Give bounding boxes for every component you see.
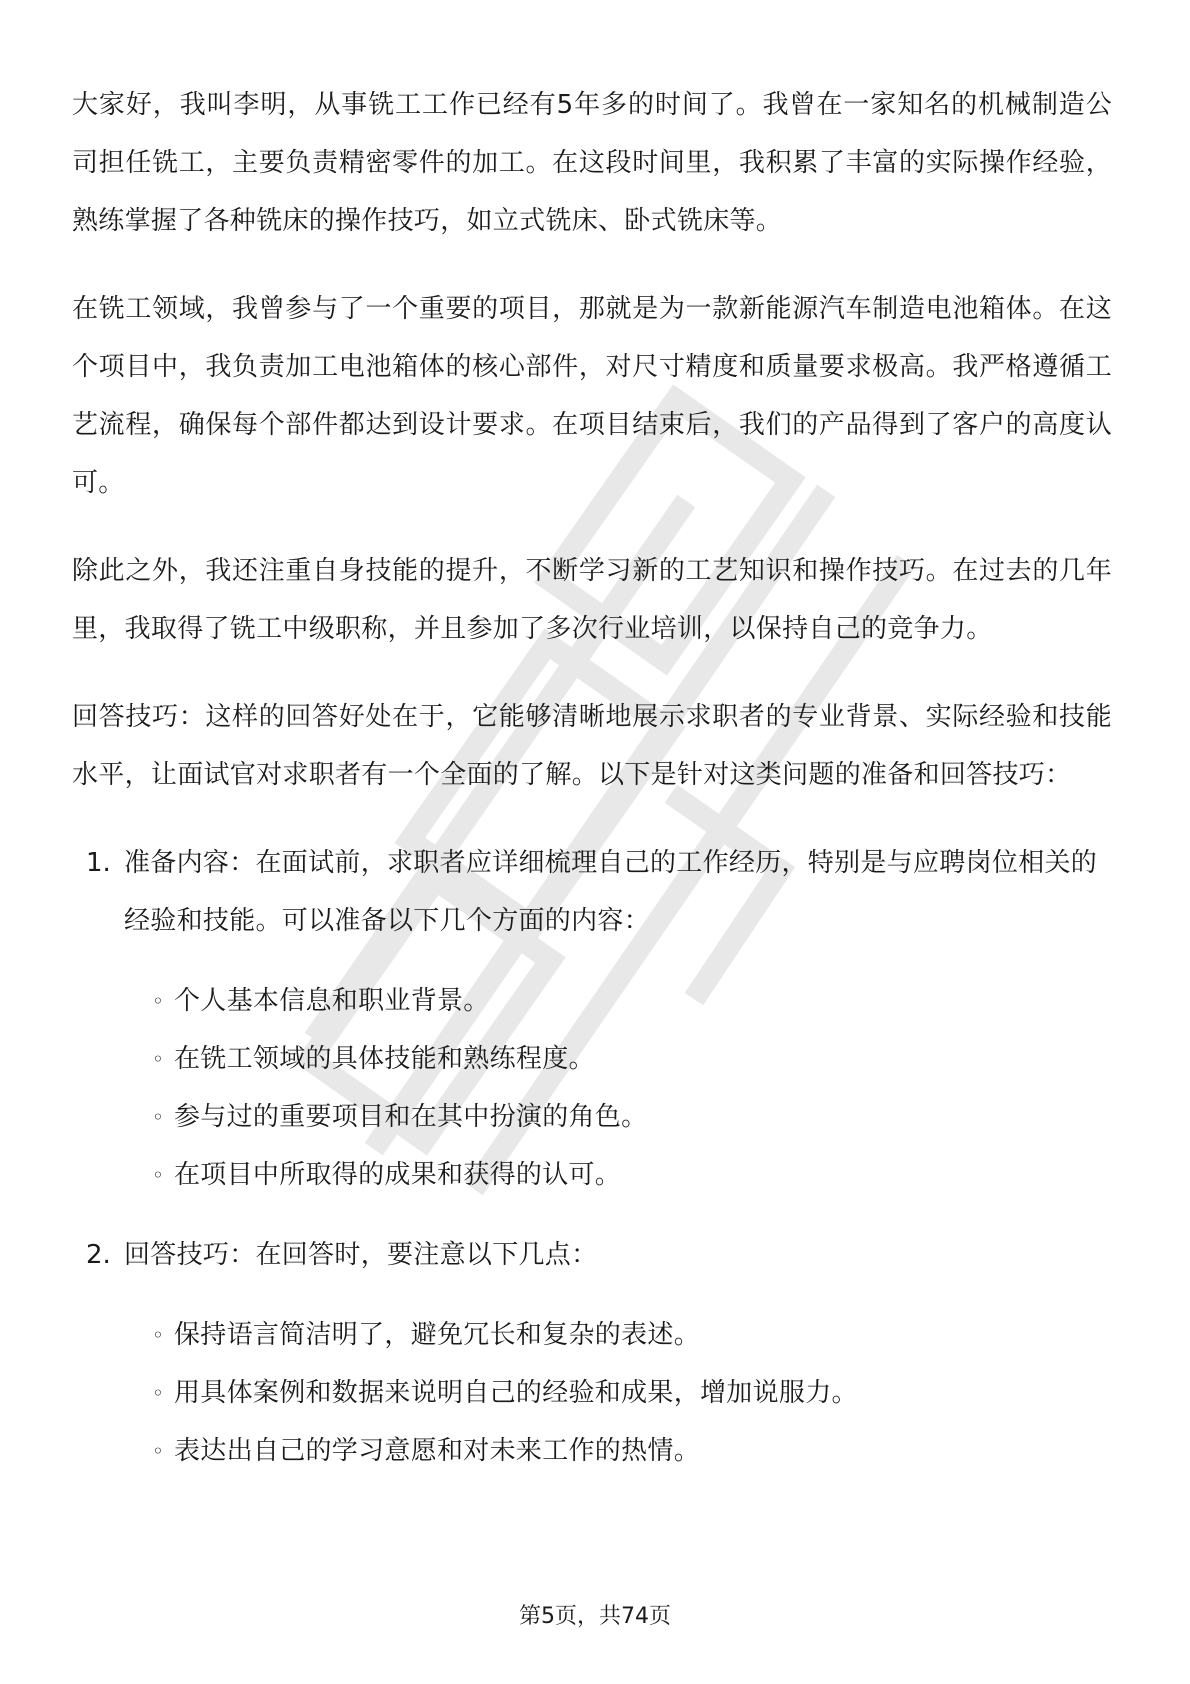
bullet-text: 在项目中所取得的成果和获得的认可。 xyxy=(174,1160,622,1190)
bullet-icon: ◦ xyxy=(152,1163,165,1187)
bullet-text: 在铣工领域的具体技能和熟练程度。 xyxy=(174,1044,595,1074)
bullet-item xyxy=(124,1364,1112,1422)
page-footer: 第5页，共74页 xyxy=(519,1604,671,1629)
bullet-text: 用具体案例和数据来说明自己的经验和成果，增加说服力。 xyxy=(174,1378,858,1408)
bullet-text: 保持语言简洁明了，避免冗长和复杂的表述。 xyxy=(174,1320,701,1350)
list-number: 1. xyxy=(86,848,111,878)
bullet-item xyxy=(124,1030,1112,1088)
paragraph-skills: 除此之外，我还注重自身技能的提升，不断学习新的工艺知识和操作技巧。在过去的几年里，我取得了铣工中级职称，并且参加了多次行业培训，以保持自己的竞争力。 xyxy=(72,556,1112,644)
list-number: 2. xyxy=(86,1240,111,1270)
document-body xyxy=(72,76,1112,1502)
bullet-icon: ◦ xyxy=(152,1105,165,1129)
list-item-text: 准备内容：在面试前，求职者应详细梳理自己的工作经历，特别是与应聘岗位相关的经验和技能。可以准备以下几个方面的内容： xyxy=(124,848,1098,936)
bullet-icon: ◦ xyxy=(152,1439,165,1463)
bullet-list xyxy=(124,972,1112,1204)
list-item-prepare xyxy=(72,834,1112,1204)
bullet-item xyxy=(124,1306,1112,1364)
list-item-text: 回答技巧：在回答时，要注意以下几点： xyxy=(124,1240,598,1270)
bullet-text: 表达出自己的学习意愿和对未来工作的热情。 xyxy=(174,1436,701,1466)
bullet-item xyxy=(124,1422,1112,1480)
list-item-answer xyxy=(72,1226,1112,1480)
bullet-icon: ◦ xyxy=(152,1047,165,1071)
bullet-text: 个人基本信息和职业背景。 xyxy=(174,986,490,1016)
paragraph-project: 在铣工领域，我曾参与了一个重要的项目，那就是为一款新能源汽车制造电池箱体。在这个项目中，我负责加工电池箱体的核心部件，对尺寸精度和质量要求极高。我严格遵循工艺流程，确保每个部件都达到设计要求。在项目结束后，我们的产品得到了客户的高度认可。 xyxy=(72,294,1112,498)
paragraph-answer-tips: 回答技巧：这样的回答好处在于，它能够清晰地展示求职者的专业背景、实际经验和技能水平，让面试官对求职者有一个全面的了解。以下是针对这类问题的准备和回答技巧： xyxy=(72,702,1112,790)
bullet-item xyxy=(124,972,1112,1030)
bullet-text: 参与过的重要项目和在其中扮演的角色。 xyxy=(174,1102,648,1132)
ordered-list xyxy=(72,834,1112,1480)
bullet-icon: ◦ xyxy=(152,1381,165,1405)
bullet-icon: ◦ xyxy=(152,1323,165,1347)
paragraph-intro: 大家好，我叫李明，从事铣工工作已经有5年多的时间了。我曾在一家知名的机械制造公司担任铣工，主要负责精密零件的加工。在这段时间里，我积累了丰富的实际操作经验，熟练掌握了各种铣床的操作技巧，如立式铣床、卧式铣床等。 xyxy=(72,90,1112,236)
bullet-item xyxy=(124,1088,1112,1146)
bullet-list xyxy=(124,1306,1112,1480)
bullet-item xyxy=(124,1146,1112,1204)
bullet-icon: ◦ xyxy=(152,989,165,1013)
